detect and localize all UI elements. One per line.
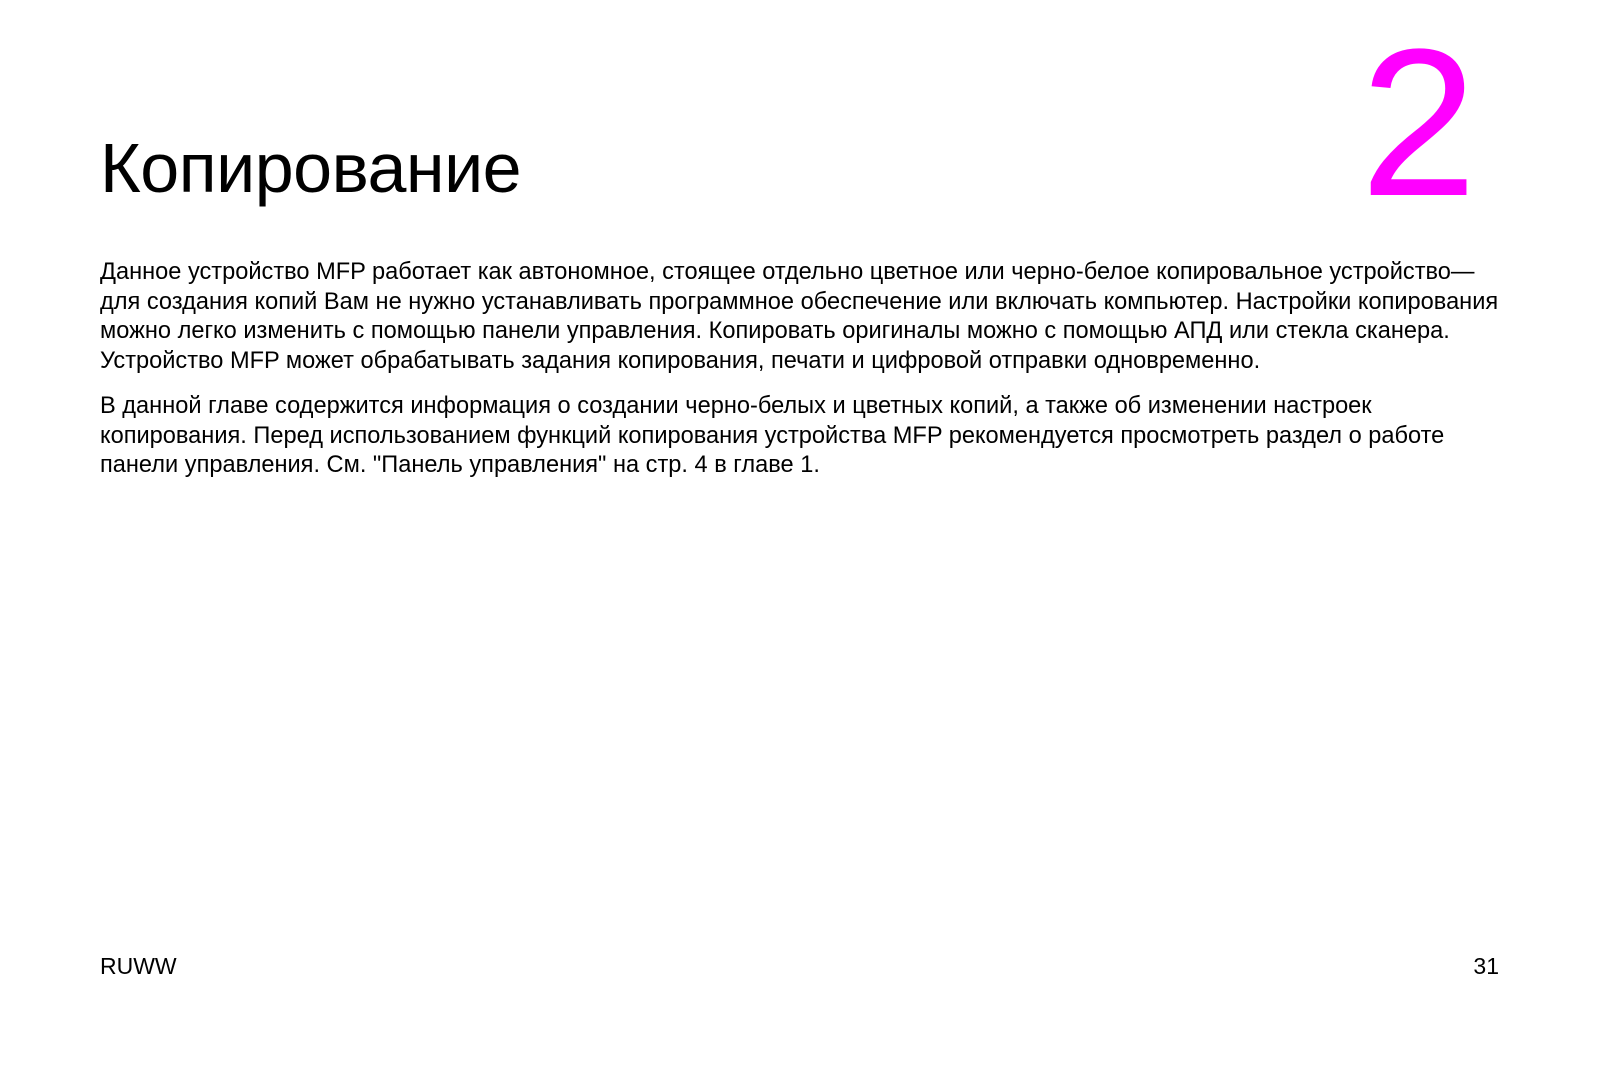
footer-page-number: 31	[1473, 953, 1499, 979]
chapter-number: 2	[1360, 5, 1477, 240]
body-text	[100, 258, 1500, 497]
paragraph-chapter-overview: В данной главе содержится информация о создании черно-белых и цветных копий, а также об изменении настроек копирования. Перед использованием функций копирования устройства MFP рекомендуется просмотреть раздел о работе панели управления. См. "Панель управления" на стр. 4 в главе 1.	[100, 393, 1445, 478]
paragraph-intro: Данное устройство MFP работает как автономное, стоящее отдельно цветное или черно-белое копировальное устройство—для создания копий Вам не нужно устанавливать программное обеспечение или включать компьютер. Настройки копирования можно легко изменить с помощью панели управления. Копировать оригиналы можно с помощью АПД или стекла сканера. Устройство MFP может обрабатывать задания копирования, печати и цифровой отправки одновременно.	[100, 259, 1499, 374]
footer-locale-code: RUWW	[100, 953, 177, 979]
chapter-title: Копирование	[100, 129, 522, 207]
